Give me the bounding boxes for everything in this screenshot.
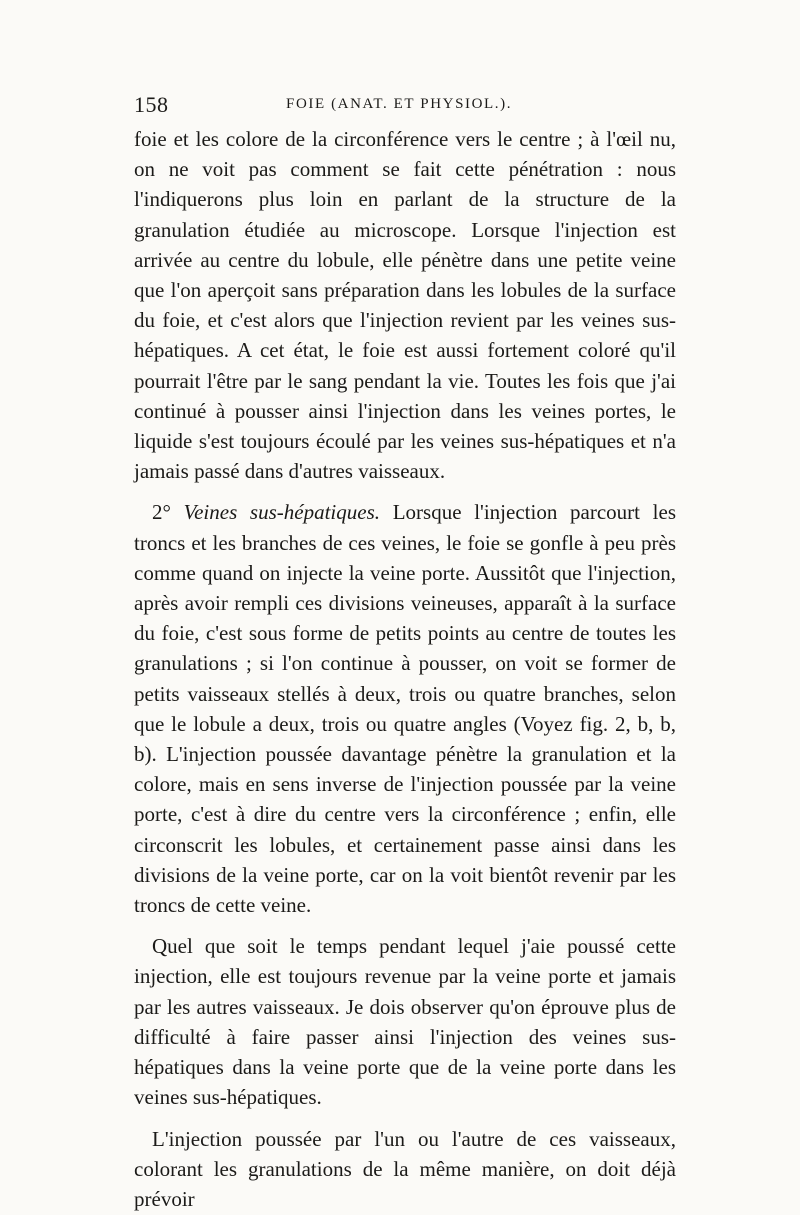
paragraph-3-text: Quel que soit le temps pendant lequel j'aie poussé cette injection, elle est toujours revenue par la veine porte et jamais par les autres vaisseaux. Je dois observer qu'on éprouve plus de difficulté à faire passer ainsi l'injection des veines sus-hépatiques dans la veine porte que de la veine porte dans les veines sus-hépatiques. (134, 934, 676, 1110)
section-heading: Veines sus-hépatiques. (183, 500, 381, 525)
paragraph-4 (134, 1124, 676, 1215)
section-number: 2° (152, 500, 184, 525)
paragraph-2-text: Lorsque l'injection parcourt les troncs et les branches de ces veines, le foie se gonfle à peu près comme quand on injecte la veine porte. Aussitôt que l'injection, après avoir rempli ces divisions veineuses, apparaît à la surface du foie, c'est sous forme de petits points au centre de toutes les granulations ; si l'on continue à pousser, on voit se former de petits vaisseaux stellés à deux, trois ou quatre branches, selon que le lobule a deux, trois ou quatre angles (Voyez fig. 2, b, b, b). L'injection poussée davantage pénètre la granulation et la colore, mais en sens inverse de l'injection poussée par la veine porte, c'est à dire du centre vers la circonférence ; enfin, elle circonscrit les lobules, et certainement passe ainsi dans les divisions de la veine porte, car on la voit bientôt revenir par les troncs de cette veine. (134, 500, 676, 918)
running-head: FOIE (ANAT. ET PHYSIOL.). (286, 96, 513, 112)
paragraph-4-text: L'injection poussée par l'un ou l'autre de ces vaisseaux, colorant les granulations de la même manière, on doit déjà prévoir (134, 1126, 676, 1211)
page-number: 158 (134, 92, 169, 117)
paragraph-2 (134, 497, 676, 920)
page-header (134, 92, 676, 124)
paragraph-1 (134, 124, 676, 486)
paragraph-1-text: foie et les colore de la circonférence vers le centre ; à l'œil nu, on ne voit pas comment se fait cette pénétration : nous l'indiquerons plus loin en parlant de la structure de la granulation étudiée au microscope. Lorsque l'injection est arrivée au centre du lobule, elle pénètre dans une petite veine que l'on aperçoit sans préparation dans les lobules de la surface du foie, et c'est alors que l'injection revient par les veines sus-hépatiques. A cet état, le foie est aussi fortement coloré qu'il pourrait l'être par le sang pendant la vie. Toutes les fois que j'ai continué à pousser ainsi l'injection dans les veines portes, le liquide s'est toujours écoulé par les veines sus-hépatiques et n'a jamais passé dans d'autres vaisseaux. (134, 127, 676, 484)
body-text (134, 124, 676, 1214)
paragraph-3 (134, 931, 676, 1112)
